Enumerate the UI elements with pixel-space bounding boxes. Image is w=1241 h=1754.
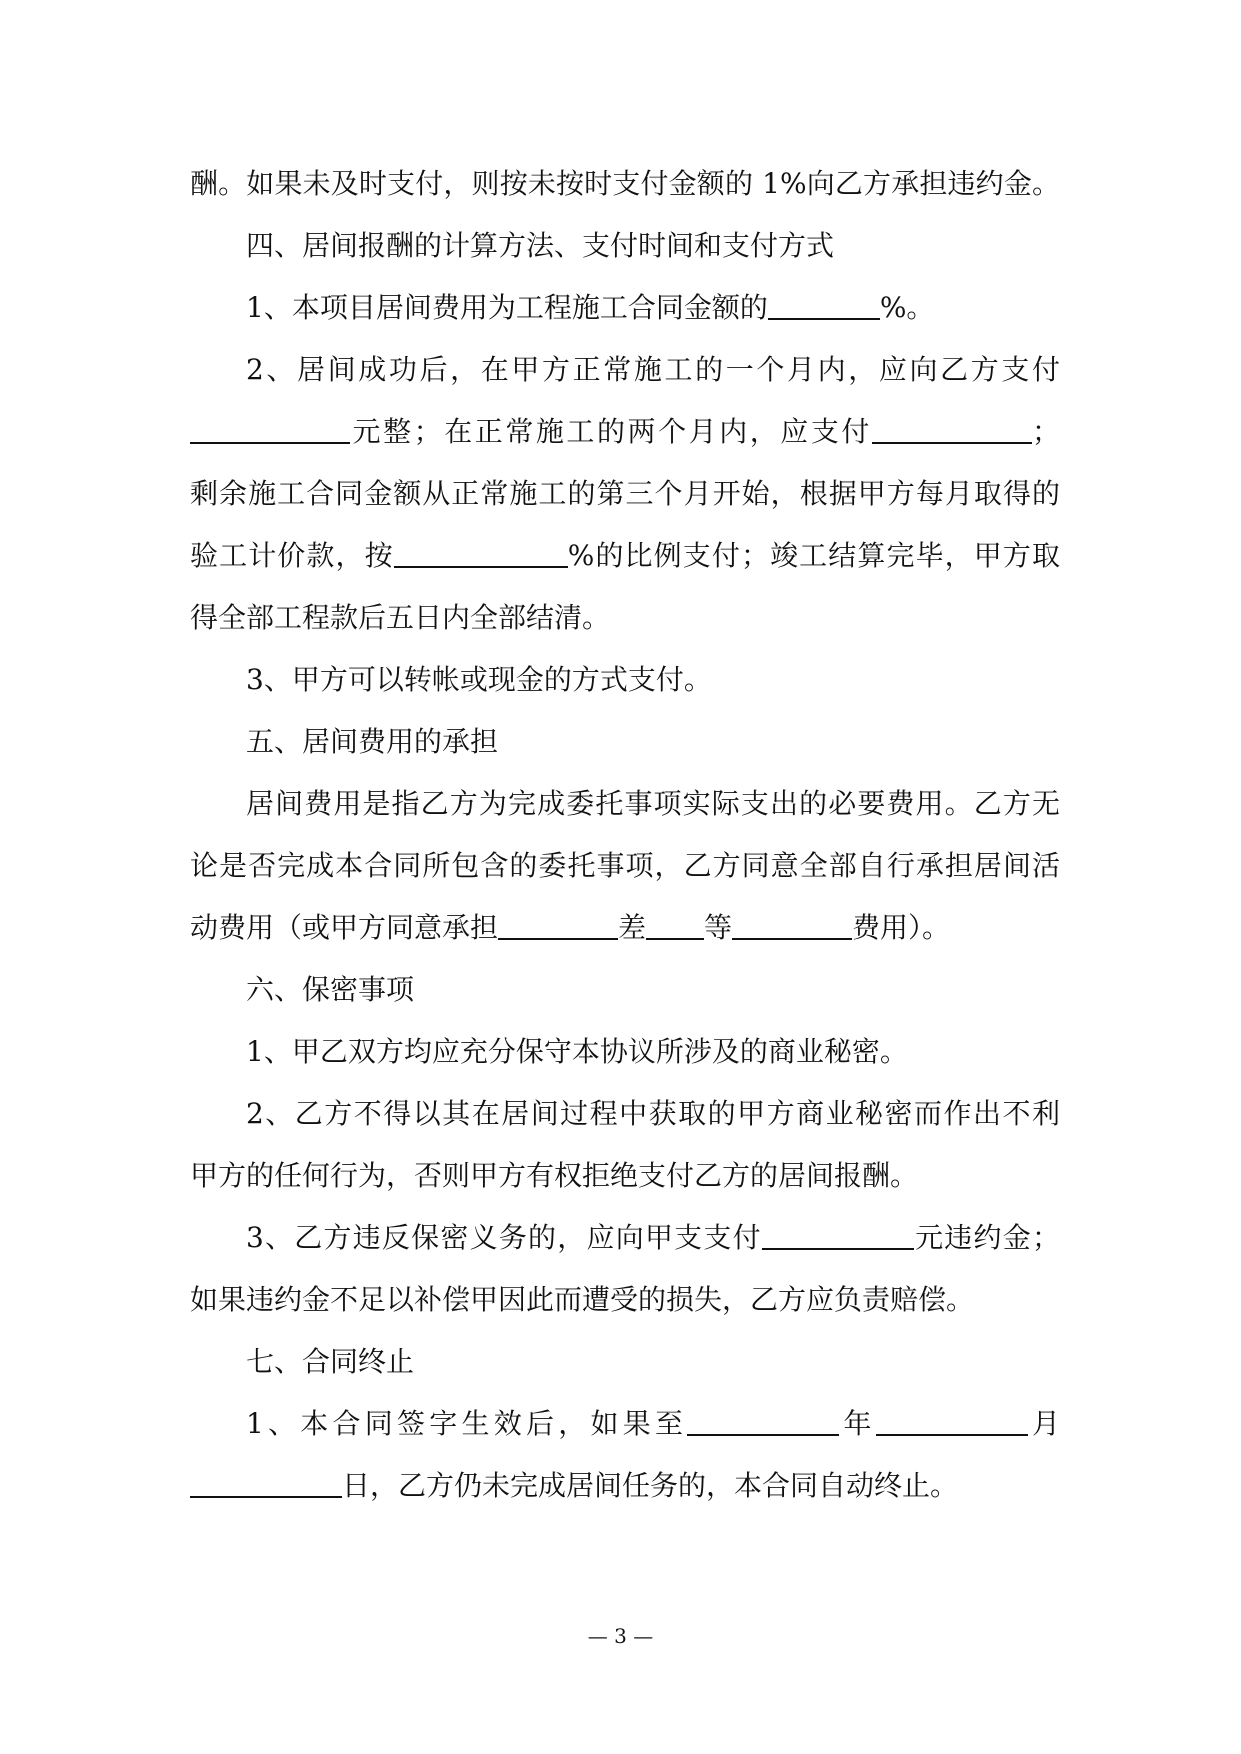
fill-in-blank xyxy=(732,910,852,940)
text-run: 3、甲方可以转帐或现金的方式支付。 xyxy=(246,663,712,696)
text-run: 3、乙方违反保密义务的，应向甲支支付 xyxy=(246,1221,762,1254)
text-run: %。 xyxy=(879,291,935,324)
clause-6-2-line-1 xyxy=(246,1094,1060,1134)
text-run: 甲方的任何行为，否则甲方有权拒绝支付乙方的居间报酬。 xyxy=(190,1159,919,1192)
text-run: 1、本项目居间费用为工程施工合同金额的 xyxy=(246,291,768,324)
clause-7-1-line-2 xyxy=(190,1466,1060,1506)
text-run: 等 xyxy=(704,911,733,944)
clause-4-2-line-3 xyxy=(190,474,1060,514)
clause-6-2-line-2 xyxy=(190,1156,1060,1196)
text-run: 如果违约金不足以补偿甲因此而遭受的损失，乙方应负责赔偿。 xyxy=(190,1283,975,1316)
clause-4-2-line-1 xyxy=(246,350,1060,390)
clause-6-3-line-2 xyxy=(190,1280,1060,1320)
section-heading-7 xyxy=(246,1342,1060,1382)
text-run: 验工计价款，按 xyxy=(190,539,394,572)
text-run: 论是否完成本合同所包含的委托事项，乙方同意全部自行承担居间活 xyxy=(190,849,1060,882)
heading-text: 五、居间费用的承担 xyxy=(246,725,499,758)
fill-in-blank xyxy=(190,1468,342,1498)
heading-text: 七、合同终止 xyxy=(246,1345,415,1378)
fill-in-blank xyxy=(876,1406,1028,1436)
heading-text: 六、保密事项 xyxy=(246,973,415,1006)
clause-4-1 xyxy=(246,288,1060,328)
text-run: 元整；在正常施工的两个月内，应支付 xyxy=(350,415,872,448)
text-run: 差 xyxy=(618,911,647,944)
text-run: 得全部工程款后五日内全部结清。 xyxy=(190,601,611,634)
section-5-line-3 xyxy=(190,908,1060,948)
fill-in-blank xyxy=(394,538,568,568)
text-run: 酬。如果未及时支付，则按未按时支付金额的 1%向乙方承担违约金。 xyxy=(190,167,1060,200)
text-run: 2、乙方不得以其在居间过程中获取的甲方商业秘密而作出不利 xyxy=(246,1097,1060,1130)
clause-7-1-line-1 xyxy=(246,1404,1060,1444)
fill-in-blank xyxy=(687,1406,839,1436)
text-run: %的比例支付；竣工结算完毕，甲方取 xyxy=(567,539,1060,572)
clause-4-2-line-2 xyxy=(190,412,1060,452)
clause-4-2-line-5 xyxy=(190,598,1060,638)
clause-4-3 xyxy=(246,660,1060,700)
section-heading-6 xyxy=(246,970,1060,1010)
section-heading-4 xyxy=(246,226,1060,266)
clause-4-2-line-4 xyxy=(190,536,1060,576)
text-run: ； xyxy=(1031,415,1060,448)
page-number: — 3 — xyxy=(587,1624,654,1648)
clause-6-3-line-1 xyxy=(246,1218,1060,1258)
text-run: 2、居间成功后，在甲方正常施工的一个月内，应向乙方支付 xyxy=(246,353,1060,386)
fill-in-blank xyxy=(762,1220,914,1250)
text-run: 月 xyxy=(1027,1407,1060,1440)
paragraph-line xyxy=(190,164,1060,204)
text-run: 1、本合同签字生效后，如果至 xyxy=(246,1407,688,1440)
fill-in-blank xyxy=(768,290,880,320)
text-run: 元违约金； xyxy=(913,1221,1060,1254)
text-run: 剩余施工合同金额从正常施工的第三个月开始，根据甲方每月取得的 xyxy=(190,477,1060,510)
text-run: 动费用（或甲方同意承担 xyxy=(190,911,499,944)
text-run: 日，乙方仍未完成居间任务的，本合同自动终止。 xyxy=(342,1469,959,1502)
text-run: 居间费用是指乙方为完成委托事项实际支出的必要费用。乙方无 xyxy=(246,787,1060,820)
text-run: 年 xyxy=(839,1407,876,1440)
fill-in-blank xyxy=(190,414,350,444)
text-run: 1、甲乙双方均应充分保守本协议所涉及的商业秘密。 xyxy=(246,1035,908,1068)
heading-text: 四、居间报酬的计算方法、支付时间和支付方式 xyxy=(246,229,835,262)
section-heading-5 xyxy=(246,722,1060,762)
clause-6-1 xyxy=(246,1032,1060,1072)
fill-in-blank xyxy=(498,910,618,940)
text-run: 费用）。 xyxy=(852,911,951,944)
section-5-line-1 xyxy=(246,784,1060,824)
fill-in-blank xyxy=(646,910,704,940)
fill-in-blank xyxy=(872,414,1032,444)
section-5-line-2 xyxy=(190,846,1060,886)
